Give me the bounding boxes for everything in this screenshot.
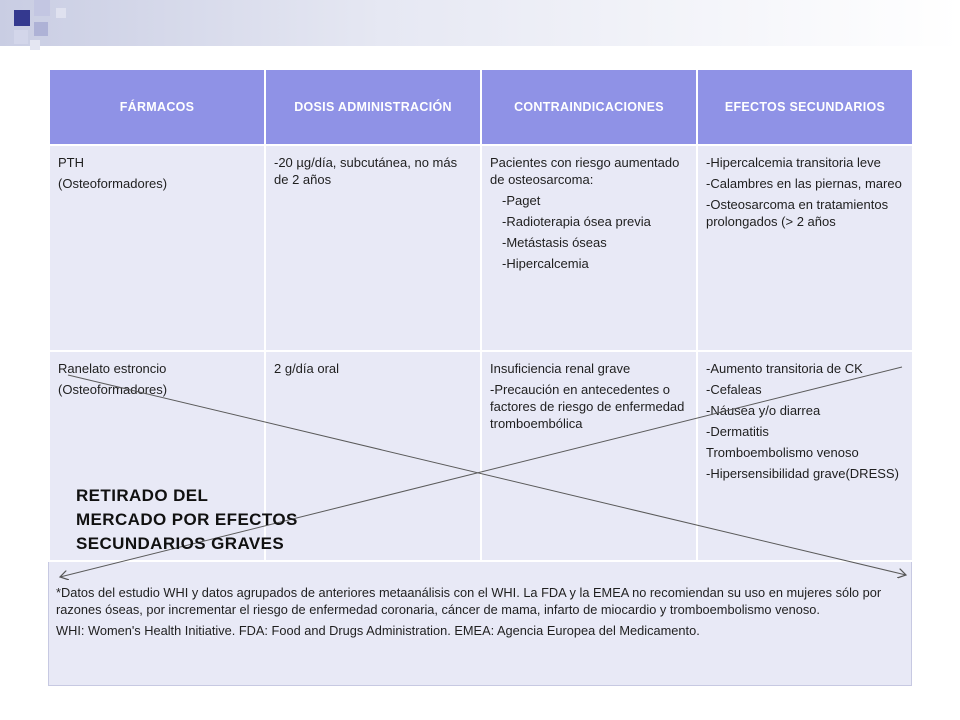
contra-text: Insuficiencia renal grave: [490, 361, 631, 376]
drug-class: (Osteoformadores): [58, 382, 168, 397]
contra-text: -Radioterapia ósea previa: [502, 214, 651, 229]
drug-name: Ranelato estroncio: [58, 361, 167, 376]
effect-text: Tromboembolismo venoso: [706, 445, 859, 460]
contra-text: Pacientes con riesgo aumentado de osteosarcoma:: [490, 155, 680, 187]
contra-text: -Precaución en antecedentes o factores de riesgo de enfermedad tromboembólica: [490, 382, 685, 431]
footnote-line: *Datos del estudio WHI y datos agrupados de anteriores metaanálisis con el WHI. La FDA y la EMEA no recomiendan su uso en mujeres sólo por razones óseas, por incrementar el riesgo de enfermedad coronaria, cáncer de mama, infarto de miocardio y tromboembolismo venoso.: [56, 585, 882, 617]
effect-text: -Calambres en las piernas, mareo: [706, 176, 902, 191]
footnote-line: WHI: Women's Health Initiative. FDA: Food and Drugs Administration. EMEA: Agencia Europea del Medicamento.: [56, 623, 700, 638]
effect-text: -Aumento transitoria de CK: [706, 361, 863, 376]
contra-text: -Metástasis óseas: [502, 235, 607, 250]
withdrawn-label-line: RETIRADO DEL: [76, 486, 209, 505]
withdrawn-label-line: SECUNDARIOS GRAVES: [76, 534, 285, 553]
header-efectos: EFECTOS SECUNDARIOS: [697, 69, 913, 145]
header-dosis: DOSIS ADMINISTRACIÓN: [265, 69, 481, 145]
header-farmacos: FÁRMACOS: [49, 69, 265, 145]
contra-text: -Hipercalcemia: [502, 256, 589, 271]
drug-class: (Osteoformadores): [58, 176, 168, 191]
effect-text: -Hipersensibilidad grave(DRESS): [706, 466, 899, 481]
dose-text: -20 µg/día, subcutánea, no más de 2 años: [274, 155, 458, 187]
header-contraindicaciones: CONTRAINDICACIONES: [481, 69, 697, 145]
effect-text: -Náusea y/o diarrea: [706, 403, 821, 418]
drug-name: PTH: [58, 155, 84, 170]
withdrawn-label: [76, 484, 298, 556]
effect-text: -Cefaleas: [706, 382, 762, 397]
withdrawn-label-line: MERCADO POR EFECTOS: [76, 510, 298, 529]
effect-text: -Osteosarcoma en tratamientos prolongados (> 2 años: [706, 197, 889, 229]
effect-text: -Hipercalcemia transitoria leve: [706, 155, 881, 170]
dose-text: 2 g/día oral: [274, 361, 340, 376]
contra-text: -Paget: [502, 193, 541, 208]
effect-text: -Dermatitis: [706, 424, 769, 439]
